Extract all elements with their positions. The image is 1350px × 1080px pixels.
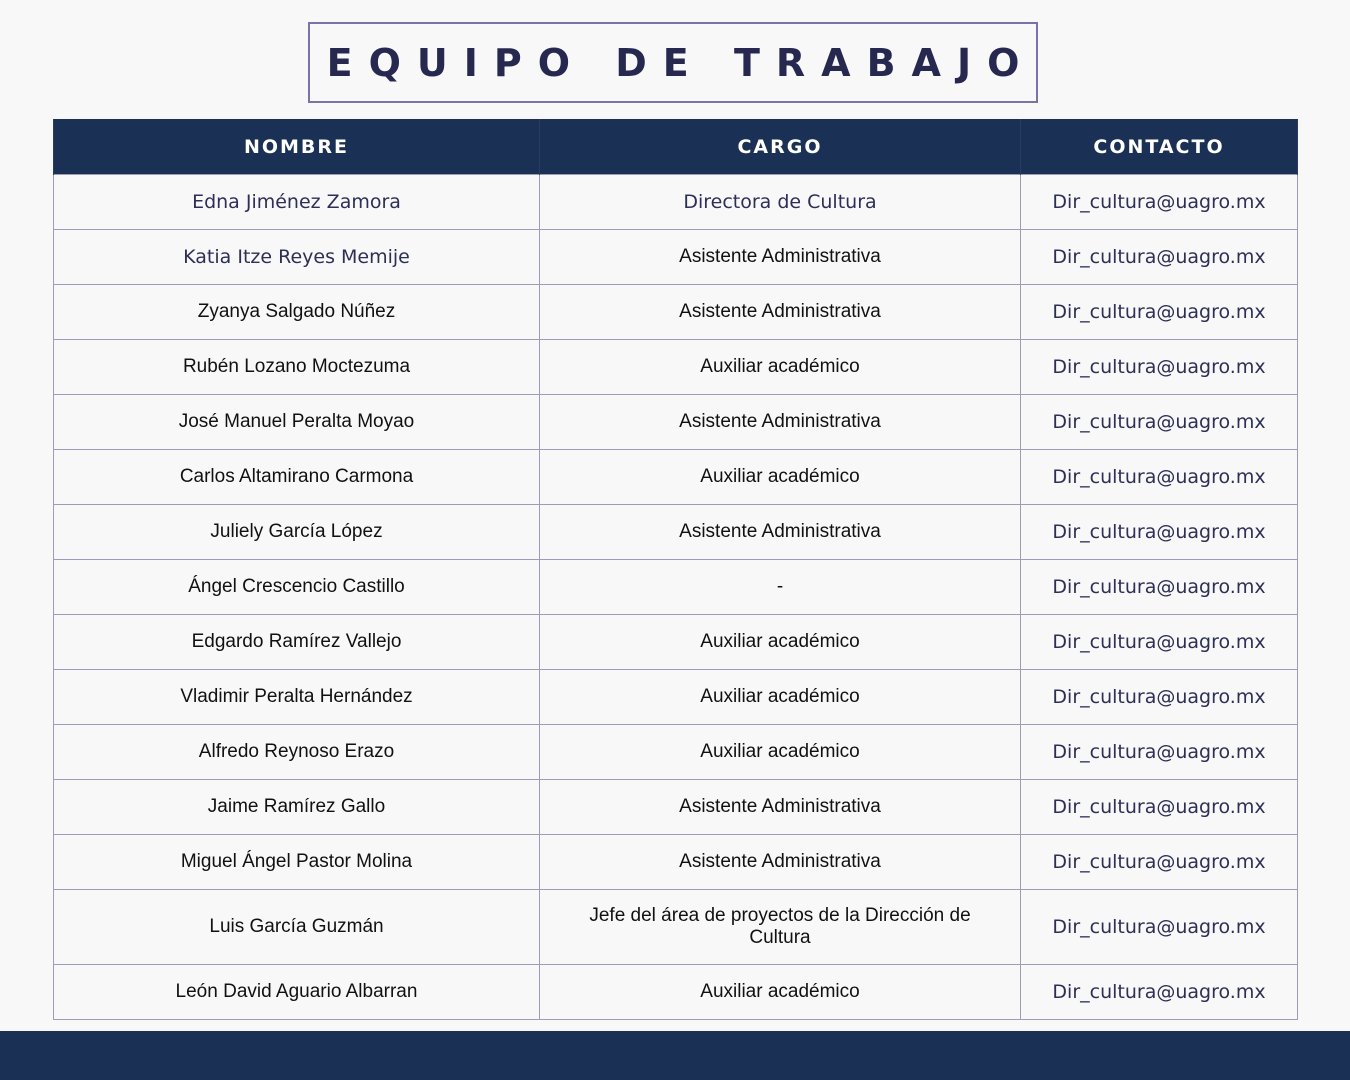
- table-row: [54, 450, 1298, 505]
- table-row: [54, 560, 1298, 615]
- footer-bar: [0, 1031, 1350, 1080]
- cell-name: Luis García Guzmán: [54, 890, 540, 965]
- cell-contact: Dir_cultura@uagro.mx: [1021, 230, 1298, 285]
- cell-role: Jefe del área de proyectos de la Dirección de Cultura: [540, 890, 1021, 965]
- table-row: [54, 175, 1298, 230]
- cell-role: Auxiliar académico: [540, 725, 1021, 780]
- cell-name: Edna Jiménez Zamora: [54, 175, 540, 230]
- cell-contact: Dir_cultura@uagro.mx: [1021, 505, 1298, 560]
- cell-contact: Dir_cultura@uagro.mx: [1021, 450, 1298, 505]
- cell-role: -: [540, 560, 1021, 615]
- team-table: [53, 119, 1298, 1020]
- cell-name: Vladimir Peralta Hernández: [54, 670, 540, 725]
- cell-name: Alfredo Reynoso Erazo: [54, 725, 540, 780]
- cell-contact: Dir_cultura@uagro.mx: [1021, 615, 1298, 670]
- cell-name: Zyanya Salgado Núñez: [54, 285, 540, 340]
- cell-contact: Dir_cultura@uagro.mx: [1021, 890, 1298, 965]
- table-row: [54, 395, 1298, 450]
- table-row: [54, 615, 1298, 670]
- table-row: [54, 340, 1298, 395]
- cell-role: Directora de Cultura: [540, 175, 1021, 230]
- column-header-contact: CONTACTO: [1021, 119, 1298, 175]
- cell-name: Rubén Lozano Moctezuma: [54, 340, 540, 395]
- cell-role: Asistente Administrativa: [540, 835, 1021, 890]
- cell-name: Miguel Ángel Pastor Molina: [54, 835, 540, 890]
- cell-role: Auxiliar académico: [540, 670, 1021, 725]
- cell-role: Auxiliar académico: [540, 340, 1021, 395]
- column-header-role: CARGO: [540, 119, 1021, 175]
- cell-role: Auxiliar académico: [540, 615, 1021, 670]
- cell-name: Ángel Crescencio Castillo: [54, 560, 540, 615]
- cell-name: Edgardo Ramírez Vallejo: [54, 615, 540, 670]
- header-row: [54, 119, 1298, 175]
- cell-contact: Dir_cultura@uagro.mx: [1021, 670, 1298, 725]
- cell-contact: Dir_cultura@uagro.mx: [1021, 560, 1298, 615]
- table-row: [54, 835, 1298, 890]
- page-title: EQUIPO DE TRABAJO: [326, 40, 1036, 85]
- cell-contact: Dir_cultura@uagro.mx: [1021, 965, 1298, 1020]
- cell-role: Auxiliar académico: [540, 450, 1021, 505]
- cell-name: Katia Itze Reyes Memije: [54, 230, 540, 285]
- cell-contact: Dir_cultura@uagro.mx: [1021, 725, 1298, 780]
- table-row: [54, 890, 1298, 965]
- cell-role: Auxiliar académico: [540, 965, 1021, 1020]
- cell-name: Juliely García López: [54, 505, 540, 560]
- cell-role: Asistente Administrativa: [540, 505, 1021, 560]
- cell-role: Asistente Administrativa: [540, 285, 1021, 340]
- cell-contact: Dir_cultura@uagro.mx: [1021, 395, 1298, 450]
- cell-name: León David Aguario Albarran: [54, 965, 540, 1020]
- table-row: [54, 725, 1298, 780]
- cell-contact: Dir_cultura@uagro.mx: [1021, 340, 1298, 395]
- cell-role: Asistente Administrativa: [540, 395, 1021, 450]
- cell-name: Carlos Altamirano Carmona: [54, 450, 540, 505]
- cell-role: Asistente Administrativa: [540, 780, 1021, 835]
- table-row: [54, 285, 1298, 340]
- cell-contact: Dir_cultura@uagro.mx: [1021, 780, 1298, 835]
- table-row: [54, 670, 1298, 725]
- table-row: [54, 965, 1298, 1020]
- cell-name: José Manuel Peralta Moyao: [54, 395, 540, 450]
- cell-contact: Dir_cultura@uagro.mx: [1021, 285, 1298, 340]
- table-row: [54, 230, 1298, 285]
- cell-role: Asistente Administrativa: [540, 230, 1021, 285]
- title-box: [308, 22, 1038, 103]
- cell-contact: Dir_cultura@uagro.mx: [1021, 835, 1298, 890]
- table-row: [54, 780, 1298, 835]
- cell-name: Jaime Ramírez Gallo: [54, 780, 540, 835]
- column-header-name: NOMBRE: [54, 119, 540, 175]
- table-row: [54, 505, 1298, 560]
- cell-contact: Dir_cultura@uagro.mx: [1021, 175, 1298, 230]
